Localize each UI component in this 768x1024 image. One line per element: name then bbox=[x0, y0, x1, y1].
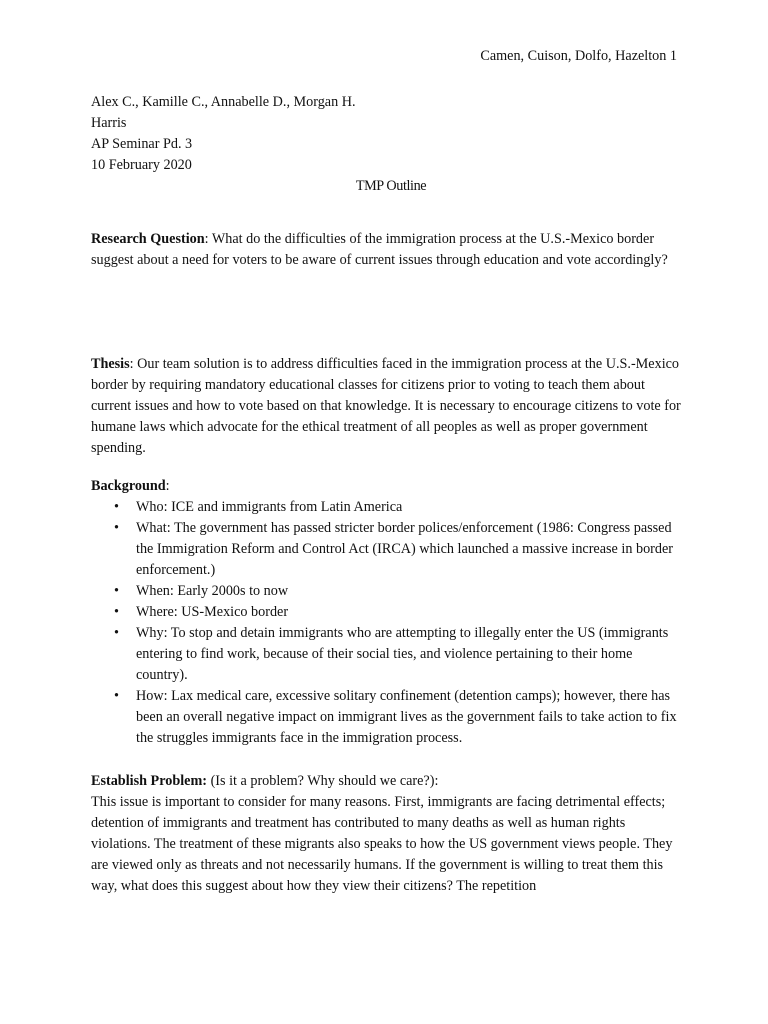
heading-authors: Alex C., Kamille C., Annabelle D., Morgan H. bbox=[91, 94, 356, 110]
research-question-paragraph bbox=[91, 229, 687, 271]
list-item-text: What: The government has passed stricter border polices/enforcement (1986: Congress passed the Immigration Reform and Control Act (IRCA) which launched a massive increase in border enforcement.) bbox=[136, 520, 674, 578]
thesis-paragraph bbox=[91, 354, 687, 459]
bullet-icon: • bbox=[114, 604, 119, 620]
list-item-text: Where: US-Mexico border bbox=[136, 604, 289, 620]
thesis-section bbox=[91, 354, 687, 459]
list-item bbox=[91, 518, 687, 581]
background-heading bbox=[91, 476, 687, 497]
bullet-icon: • bbox=[114, 520, 119, 536]
background-colon: : bbox=[165, 478, 170, 494]
heading-date: 10 February 2020 bbox=[91, 157, 192, 173]
thesis-text: : Our team solution is to address difficulties faced in the immigration process at the U.S.-Mexico border by requiring mandatory educational classes for citizens prior to voting to teach them about current issues and how to vote based on that knowledge. It is necessary to encourage citizens to vote for humane laws which advocate for the ethical treatment of all peoples as well as proper government spending. bbox=[91, 356, 681, 456]
list-item bbox=[91, 497, 687, 518]
document-title: TMP Outline bbox=[355, 178, 427, 194]
background-label: Background bbox=[91, 478, 166, 494]
research-question-section bbox=[91, 229, 687, 271]
background-list bbox=[91, 497, 687, 749]
bullet-icon: • bbox=[114, 499, 119, 515]
research-question-text: : What do the difficulties of the immigration process at the U.S.-Mexico border suggest about a need for voters to be aware of current issues through education and vote accordingly? bbox=[91, 231, 668, 268]
research-question-label: Research Question bbox=[91, 231, 205, 247]
list-item bbox=[91, 602, 687, 623]
thesis-label: Thesis bbox=[91, 356, 130, 372]
list-item-text: When: Early 2000s to now bbox=[136, 583, 289, 599]
establish-problem-section bbox=[91, 771, 687, 897]
heading-teacher: Harris bbox=[91, 115, 127, 131]
bullet-icon: • bbox=[114, 688, 119, 704]
mla-heading bbox=[91, 92, 356, 176]
establish-problem-label: Establish Problem: bbox=[91, 773, 208, 789]
list-item-text: Who: ICE and immigrants from Latin America bbox=[136, 499, 403, 515]
establish-problem-paragraph: This issue is important to consider for many reasons. First, immigrants are facing detrimental effects; detention of immigrants and treatment has contributed to many deaths as well as human rights violations. The treatment of these migrants also speaks to how the US government views people. They are viewed only as threats and not necessarily humans. If the government is willing to treat them this way, what does this suggest about how they view their citizens? The repetition bbox=[91, 794, 673, 894]
heading-course: AP Seminar Pd. 3 bbox=[91, 136, 193, 152]
document-page bbox=[91, 0, 691, 1024]
establish-problem-heading bbox=[91, 771, 687, 792]
list-item bbox=[91, 686, 687, 749]
list-item bbox=[91, 581, 687, 602]
running-header: Camen, Cuison, Dolfo, Hazelton 1 bbox=[480, 48, 677, 64]
background-section bbox=[91, 476, 687, 749]
establish-problem-subtitle: (Is it a problem? Why should we care?): bbox=[207, 773, 439, 789]
list-item-text: How: Lax medical care, excessive solitary confinement (detention camps); however, there has been an overall negative impact on immigrant lives as the government fails to take action to fix the struggles immigrants face in the immigration process. bbox=[136, 688, 677, 746]
list-item-text: Why: To stop and detain immigrants who are attempting to illegally enter the US (immigrants entering to find work, because of their social ties, and violence pertaining to their home country). bbox=[136, 625, 669, 683]
bullet-icon: • bbox=[114, 583, 119, 599]
bullet-icon: • bbox=[114, 625, 119, 641]
list-item bbox=[91, 623, 687, 686]
